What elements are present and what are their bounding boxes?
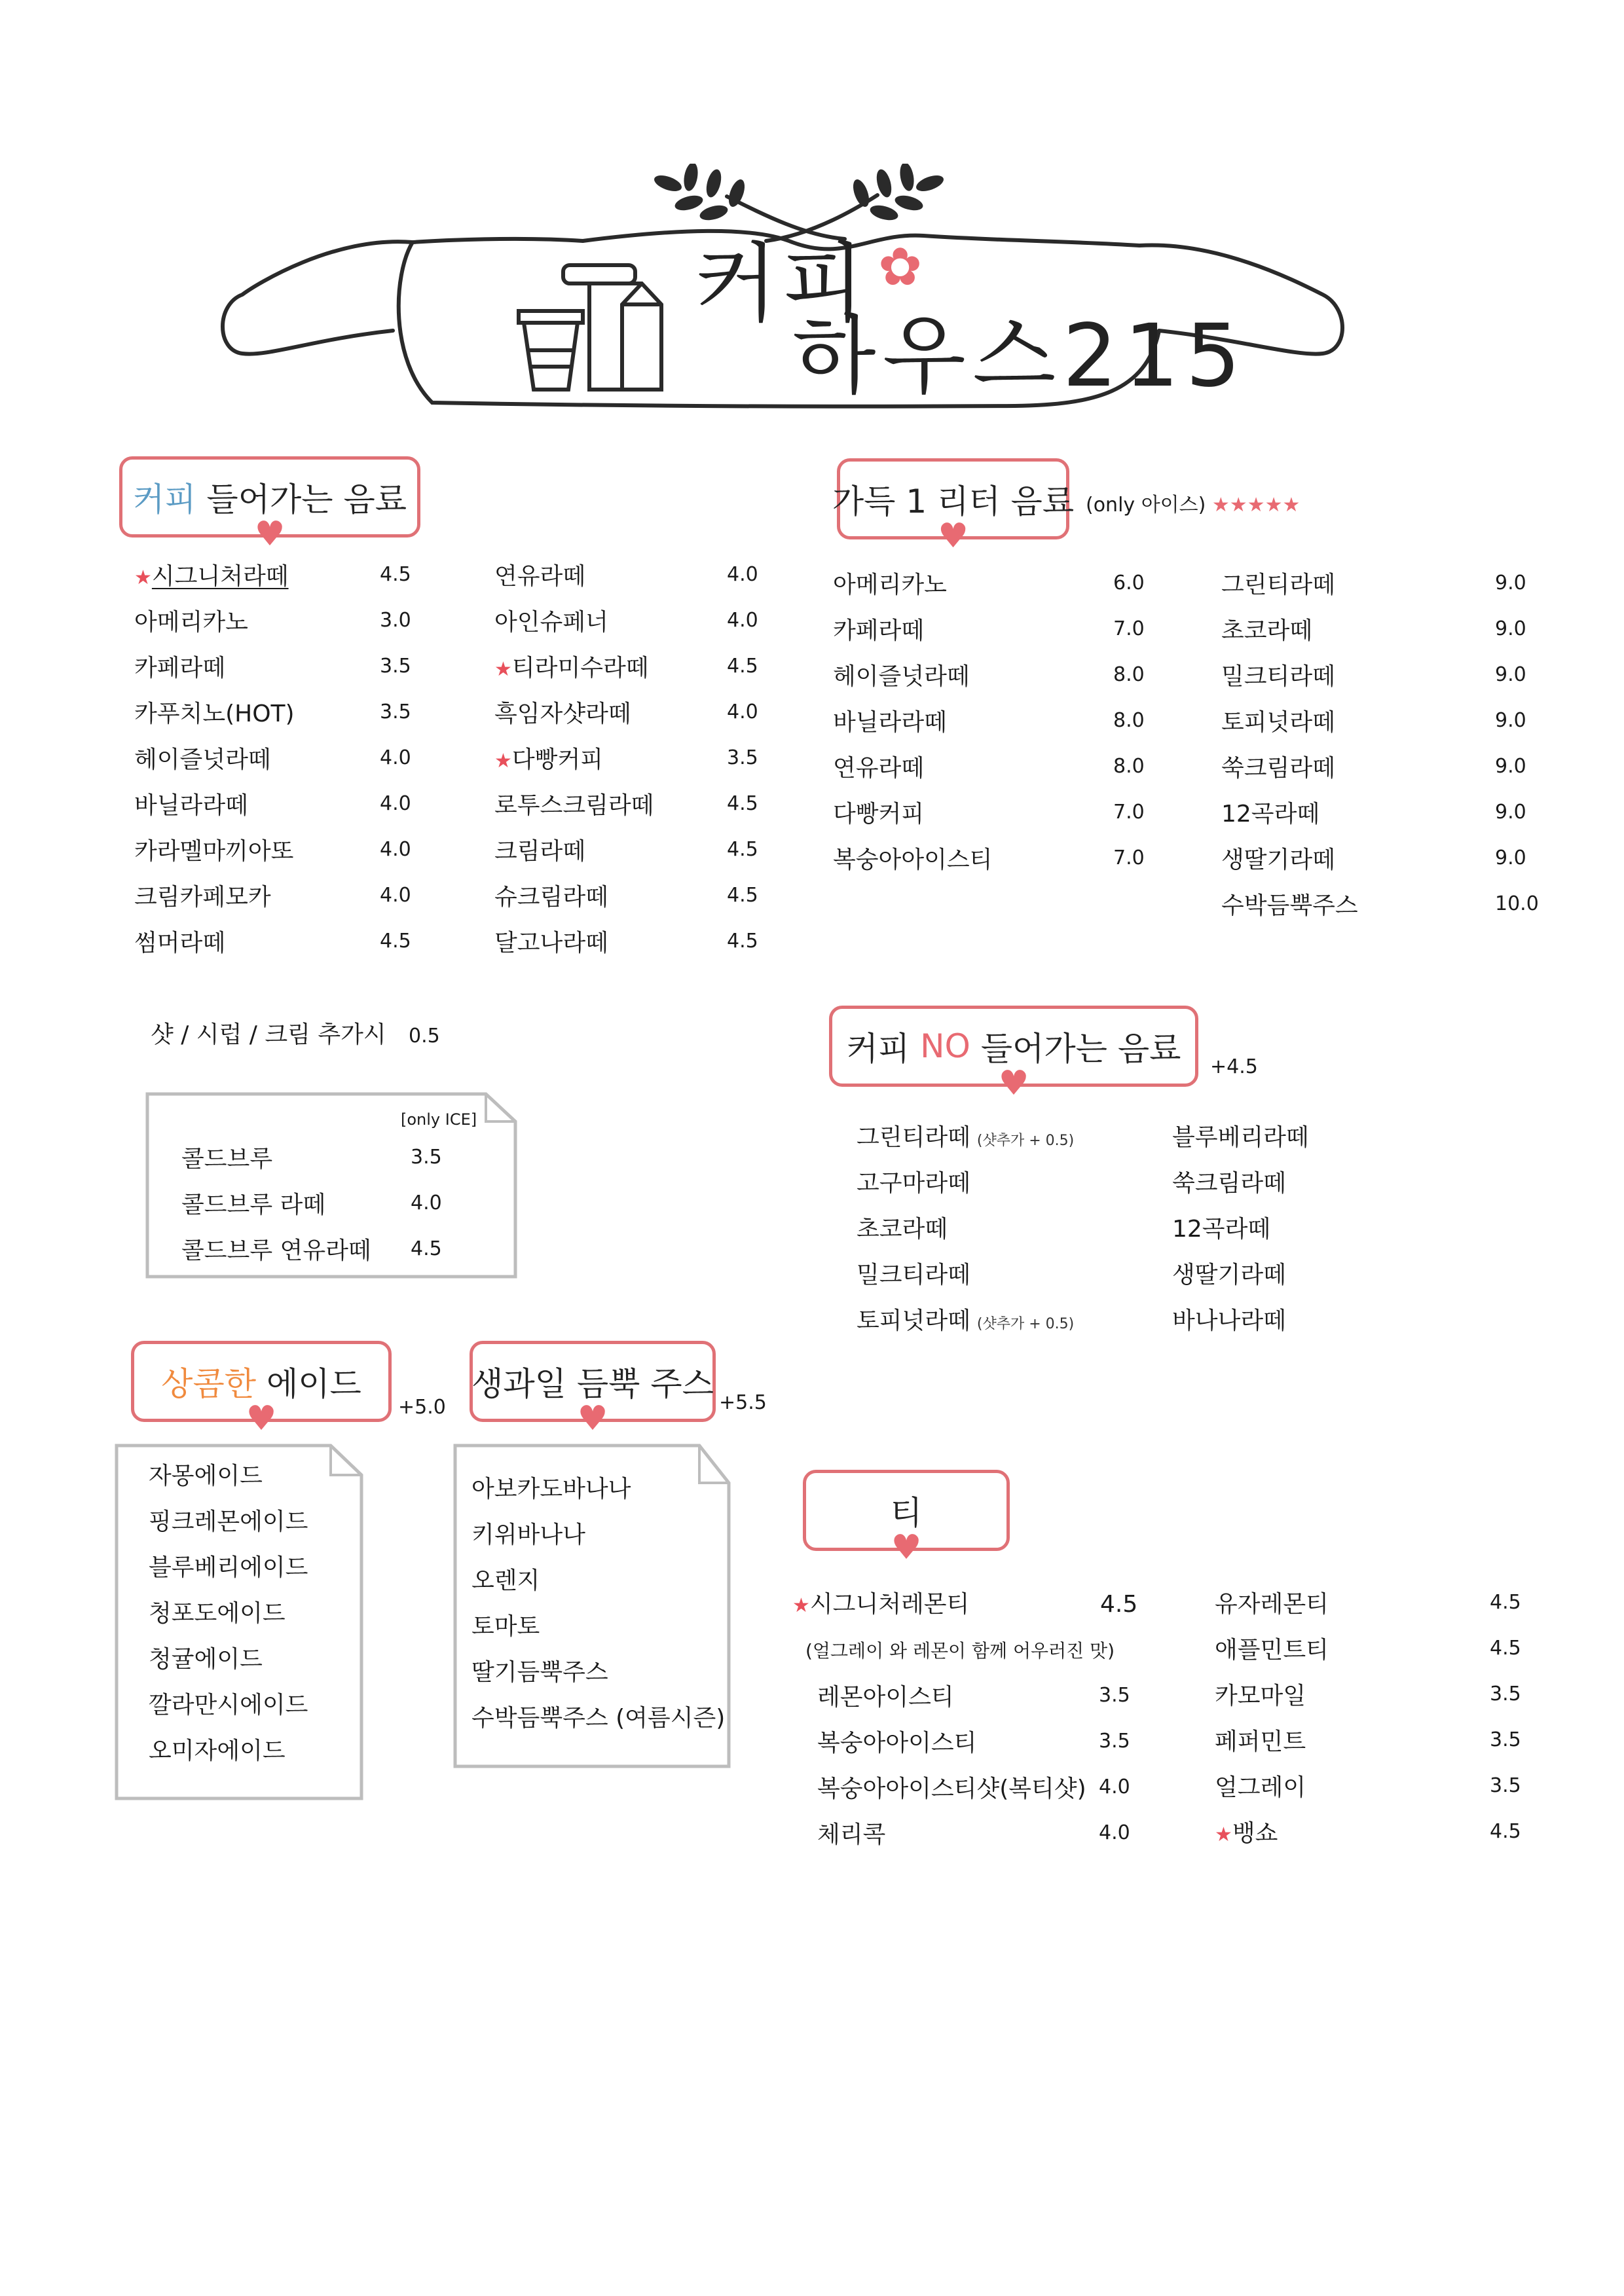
menu-item-name: 밀크티라떼: [857, 1262, 970, 1288]
menu-item-price: 7.0: [1113, 801, 1145, 824]
coffee-list-right: [494, 565, 756, 971]
menu-item-name: 복숭아아이스티샷(복티샷): [817, 1776, 1086, 1802]
menu-item-name: 달고나라떼: [494, 930, 608, 957]
menu-item-name: 카모마일: [1215, 1683, 1306, 1709]
menu-item: [181, 1148, 463, 1176]
menu-item: [494, 748, 779, 777]
juice-panel: [453, 1444, 731, 1768]
menu-item: [134, 932, 432, 960]
menu-item-price: 3.5: [1490, 1774, 1521, 1797]
menu-item: [1172, 1309, 1624, 1338]
menu-item-name: 크림라떼: [494, 838, 586, 865]
menu-item: [833, 574, 1166, 602]
menu-item-name: 티라미수라떼: [511, 655, 649, 682]
menu-item: [1221, 665, 1547, 694]
nocoffee-section-title: 커피 NO 들어가는 음료 ♥: [829, 1006, 1198, 1087]
menu-item: [1215, 1776, 1542, 1805]
menu-item: 깔라만시에이드: [149, 1692, 308, 1719]
menu-item-name: 슈크림라떼: [494, 884, 608, 911]
menu-item-name: 바닐라라떼: [833, 709, 947, 736]
menu-item: [181, 1194, 463, 1222]
menu-item-price: 9.0: [1495, 617, 1526, 640]
menu-item: [817, 1823, 1151, 1852]
menu-item-price: 4.5: [727, 792, 758, 815]
menu-item: 자몽에이드: [149, 1463, 263, 1489]
menu-item-name: 유자레몬티: [1215, 1591, 1329, 1618]
menu-item-price: 3.5: [727, 746, 758, 769]
menu-item: [1221, 757, 1547, 786]
star-icon: ★: [134, 566, 152, 589]
menu-item-price: 4.5: [1490, 1591, 1521, 1614]
menu-item: 딸기듬뿍주스: [471, 1659, 608, 1686]
star-icon: ★: [792, 1594, 810, 1617]
menu-item-name: 크림카페모카: [134, 884, 271, 911]
menu-item-name: 바닐라라떼: [134, 792, 248, 819]
menu-item: [1221, 619, 1547, 648]
menu-item-price: 3.5: [1490, 1728, 1521, 1751]
menu-item-price: 4.0: [1099, 1821, 1130, 1844]
menu-item-name: 시그니처라떼: [151, 563, 289, 590]
menu-item-price: 4.0: [380, 792, 411, 815]
menu-item-price: 3.5: [1099, 1730, 1130, 1753]
coffee-section-title: 커피 들어가는 음료 ♥: [119, 456, 420, 538]
menu-item: [134, 565, 432, 594]
menu-item-name: 콜드브루: [181, 1146, 273, 1173]
menu-item-name: 아메리카노: [833, 572, 947, 598]
menu-item: [134, 611, 432, 640]
menu-item: 토마토: [471, 1613, 540, 1640]
tea-list-right: [1215, 1593, 1526, 1868]
menu-item: [1215, 1593, 1542, 1622]
menu-item-price: 4.5: [727, 838, 758, 861]
juice-section-title: 생과일 듬뿍 주스 ♥: [470, 1341, 716, 1422]
menu-item: 청귤에이드: [149, 1646, 263, 1673]
menu-item: [817, 1732, 1151, 1760]
menu-item: [1215, 1685, 1542, 1713]
nocoffee-price: +4.5: [1210, 1055, 1258, 1078]
menu-item-name: 생딸기라떼: [1221, 847, 1335, 873]
menu-item: [1172, 1126, 1624, 1155]
coffee-list-left: [134, 565, 416, 971]
menu-item: [1221, 574, 1547, 602]
menu-item-note: (샷추가 + 0.5): [976, 1133, 1075, 1149]
menu-item: [1221, 894, 1547, 923]
menu-item-price: 4.0: [380, 884, 411, 907]
menu-item: [134, 886, 432, 915]
menu-item-name: 레몬아이스티: [817, 1684, 954, 1711]
menu-item-name: 카페라떼: [833, 617, 925, 644]
menu-item-price: 4.5: [727, 930, 758, 953]
menu-item-name: 고구마라떼: [857, 1170, 970, 1197]
heart-icon: ♥: [938, 517, 969, 556]
menu-item: [1215, 1639, 1542, 1667]
menu-item-name: 다빵커피: [511, 746, 604, 773]
menu-item-name: 체리콕: [817, 1821, 886, 1848]
menu-item-price: 4.0: [380, 838, 411, 861]
menu-item: 오미자에이드: [149, 1738, 286, 1764]
menu-item-price: 10.0: [1495, 892, 1539, 915]
ade-price: +5.0: [398, 1396, 446, 1419]
menu-item: [181, 1239, 463, 1268]
menu-item-name: 카라멜마끼아또: [134, 838, 294, 865]
menu-item-price: 3.5: [380, 701, 411, 723]
menu-item: 오렌지: [471, 1567, 540, 1594]
menu-item-price: 9.0: [1495, 847, 1526, 869]
menu-item: [494, 840, 779, 869]
menu-item-price: 4.0: [411, 1192, 442, 1214]
menu-item-price: 9.0: [1495, 801, 1526, 824]
menu-item: [1221, 803, 1547, 831]
coldbrew-panel: [145, 1092, 517, 1279]
menu-item: 청포도에이드: [149, 1600, 286, 1627]
menu-item-price: 8.0: [1113, 709, 1145, 732]
menu-item: [833, 665, 1166, 694]
leaf-right-icon: [850, 164, 946, 223]
menu-item: [833, 711, 1166, 740]
menu-item-price: 3.5: [380, 655, 411, 678]
menu-item-price: 4.5: [727, 655, 758, 678]
menu-item: [817, 1777, 1151, 1806]
liter-list-right: [1221, 572, 1539, 919]
menu-item: 수박듬뿍주스 (여름시즌): [471, 1705, 726, 1732]
menu-item: [1221, 711, 1547, 740]
menu-item: 블루베리에이드: [149, 1554, 308, 1581]
leaf-left-icon: [652, 164, 748, 223]
menu-item: 핑크레몬에이드: [149, 1508, 308, 1535]
star-icon: ✿: [878, 236, 927, 297]
liter-note: (only 아이스) ★★★★★: [1086, 494, 1301, 517]
menu-item-price: 3.5: [1490, 1683, 1521, 1705]
menu-item: [134, 657, 432, 685]
star-icon: ★: [494, 750, 512, 773]
menu-item: [833, 757, 1166, 786]
menu-item-name: 흑임자샷라떼: [494, 701, 631, 727]
menu-item: [494, 932, 779, 960]
menu-item-name: 애플민트티: [1215, 1637, 1329, 1664]
menu-item-price: 9.0: [1495, 755, 1526, 778]
menu-item-name: 토피넛라떼: [1221, 709, 1335, 736]
menu-item-price: 4.0: [727, 701, 758, 723]
menu-item-price: 4.0: [727, 609, 758, 632]
menu-item-name: 페퍼민트: [1215, 1728, 1306, 1755]
rating-stars: ★★★★★: [1211, 494, 1301, 517]
menu-item-name: 쑥크림라떼: [1221, 755, 1335, 782]
menu-item-name: 연유라떼: [494, 563, 586, 590]
menu-item: [494, 565, 779, 594]
menu-item: [833, 619, 1166, 648]
menu-item-price: 4.0: [380, 746, 411, 769]
tea-list-left: [817, 1686, 1133, 1869]
menu-item-name: 연유라떼: [833, 755, 925, 782]
menu-item-name: 초코라떼: [1221, 617, 1313, 644]
menu-item-name: 생딸기라떼: [1172, 1262, 1286, 1288]
tea-signature: ★시그니처레몬티 4.5: [792, 1591, 1138, 1618]
menu-item-price: 9.0: [1495, 572, 1526, 594]
tea-signature-note: (얼그레이 와 레몬이 함께 어우러진 맛): [805, 1640, 1115, 1662]
coldbrew-tag: [only ICE]: [401, 1110, 477, 1129]
menu-item: [833, 848, 1166, 877]
menu-item-price: 4.5: [411, 1237, 442, 1260]
menu-item: [1221, 848, 1547, 877]
menu-item-name: 카페라떼: [134, 655, 226, 682]
menu-item-price: 4.5: [1490, 1820, 1521, 1843]
heart-icon: ♥: [254, 515, 286, 554]
menu-item-name: 그린티라떼: [1221, 572, 1335, 598]
menu-item-name: 헤이즐넛라떼: [134, 746, 271, 773]
menu-item-price: 4.0: [727, 563, 758, 586]
menu-item-name: 썸머라떼: [134, 930, 226, 957]
menu-item-name: 뱅쇼: [1232, 1820, 1278, 1847]
juice-price: +5.5: [719, 1391, 767, 1414]
menu-item: 아보카도바나나: [471, 1476, 631, 1503]
menu-item-price: 4.5: [380, 930, 411, 953]
menu-item-name: 쑥크림라떼: [1172, 1170, 1286, 1197]
menu-item-price: 3.5: [411, 1146, 442, 1169]
menu-item-price: 8.0: [1113, 755, 1145, 778]
menu-item: 키위바나나: [471, 1522, 585, 1548]
menu-item-name: 12곡라떼: [1172, 1216, 1271, 1243]
menu-item-price: 4.5: [727, 884, 758, 907]
menu-item-name: 아메리카노: [134, 609, 248, 636]
menu-item-name: 헤이즐넛라떼: [833, 663, 970, 690]
menu-item-name: 블루베리라떼: [1172, 1124, 1309, 1151]
menu-item-price: 3.0: [380, 609, 411, 632]
menu-item: [1215, 1730, 1542, 1759]
heart-icon: ♥: [998, 1064, 1029, 1103]
menu-item: [494, 794, 779, 823]
menu-item-name: 콜드브루 연유라떼: [181, 1237, 371, 1264]
menu-item-price: 3.5: [1099, 1684, 1130, 1707]
menu-item-name: 초코라떼: [857, 1216, 948, 1243]
menu-item-name: 복숭아아이스티: [817, 1730, 977, 1757]
brand-line-2: 하우스215: [792, 306, 1247, 407]
menu-item-price: 6.0: [1113, 572, 1145, 594]
heart-icon: ♥: [577, 1399, 608, 1438]
menu-item: [494, 702, 779, 731]
menu-item-name: 수박듬뿍주스: [1221, 892, 1358, 919]
menu-item-price: 9.0: [1495, 709, 1526, 732]
menu-item-name: 로투스크림라떼: [494, 792, 654, 819]
menu-item: [134, 748, 432, 777]
menu-item: [134, 840, 432, 869]
menu-item-name: 밀크티라떼: [1221, 663, 1335, 690]
menu-item: [1172, 1264, 1624, 1292]
menu-item-price: 4.0: [1099, 1776, 1130, 1798]
menu-item: [494, 611, 779, 640]
menu-item: [833, 803, 1166, 831]
nocoffee-list-left: [857, 1126, 1138, 1342]
menu-item: [1172, 1172, 1624, 1201]
menu-item-price: 7.0: [1113, 847, 1145, 869]
menu-item-price: 4.5: [380, 563, 411, 586]
menu-item: [134, 702, 432, 731]
menu-item-name: 바나나라떼: [1172, 1307, 1286, 1334]
menu-item-name: 카푸치노(HOT): [134, 701, 295, 727]
heart-icon: ♥: [891, 1528, 922, 1567]
menu-item: [494, 657, 779, 685]
addon-line: 샷 / 시럽 / 크림 추가시 0.5: [151, 1021, 440, 1048]
menu-item-name: 12곡라떼: [1221, 801, 1320, 828]
menu-item-name: 다빵커피: [833, 801, 925, 828]
menu-item: [1215, 1822, 1542, 1851]
menu-item-name: 콜드브루 라떼: [181, 1192, 326, 1218]
menu-item: [494, 886, 779, 915]
tea-section-title: 티 ♥: [803, 1470, 1010, 1551]
coffee-cup-icon: [519, 311, 583, 390]
menu-item-price: 8.0: [1113, 663, 1145, 686]
menu-item-price: 9.0: [1495, 663, 1526, 686]
menu-item: [817, 1686, 1151, 1715]
liter-list-left: [833, 574, 1147, 875]
menu-item-price: 7.0: [1113, 617, 1145, 640]
menu-item-name: 얼그레이: [1215, 1774, 1306, 1801]
menu-item-name: 그린티라떼: [857, 1124, 970, 1151]
star-icon: ★: [1215, 1823, 1232, 1846]
ade-section-title: 상콤한 에이드 ♥: [131, 1341, 392, 1422]
menu-item-note: (샷추가 + 0.5): [976, 1316, 1075, 1332]
nocoffee-list-right: [1172, 1126, 1401, 1342]
brand-line-1: 커피 ✿: [694, 234, 927, 335]
star-icon: ★: [494, 658, 512, 681]
heart-icon: ♥: [246, 1399, 277, 1438]
menu-item-price: 4.5: [1490, 1637, 1521, 1660]
menu-item: [1172, 1218, 1624, 1247]
menu-item-name: 아인슈페너: [494, 609, 608, 636]
menu-item-name: 복숭아아이스티: [833, 847, 993, 873]
ade-panel: [115, 1444, 363, 1800]
menu-item: [134, 794, 432, 823]
menu-item-name: 토피넛라떼: [857, 1307, 970, 1334]
liter-section-title: 가득 1 리터 음료 ♥: [837, 458, 1069, 539]
